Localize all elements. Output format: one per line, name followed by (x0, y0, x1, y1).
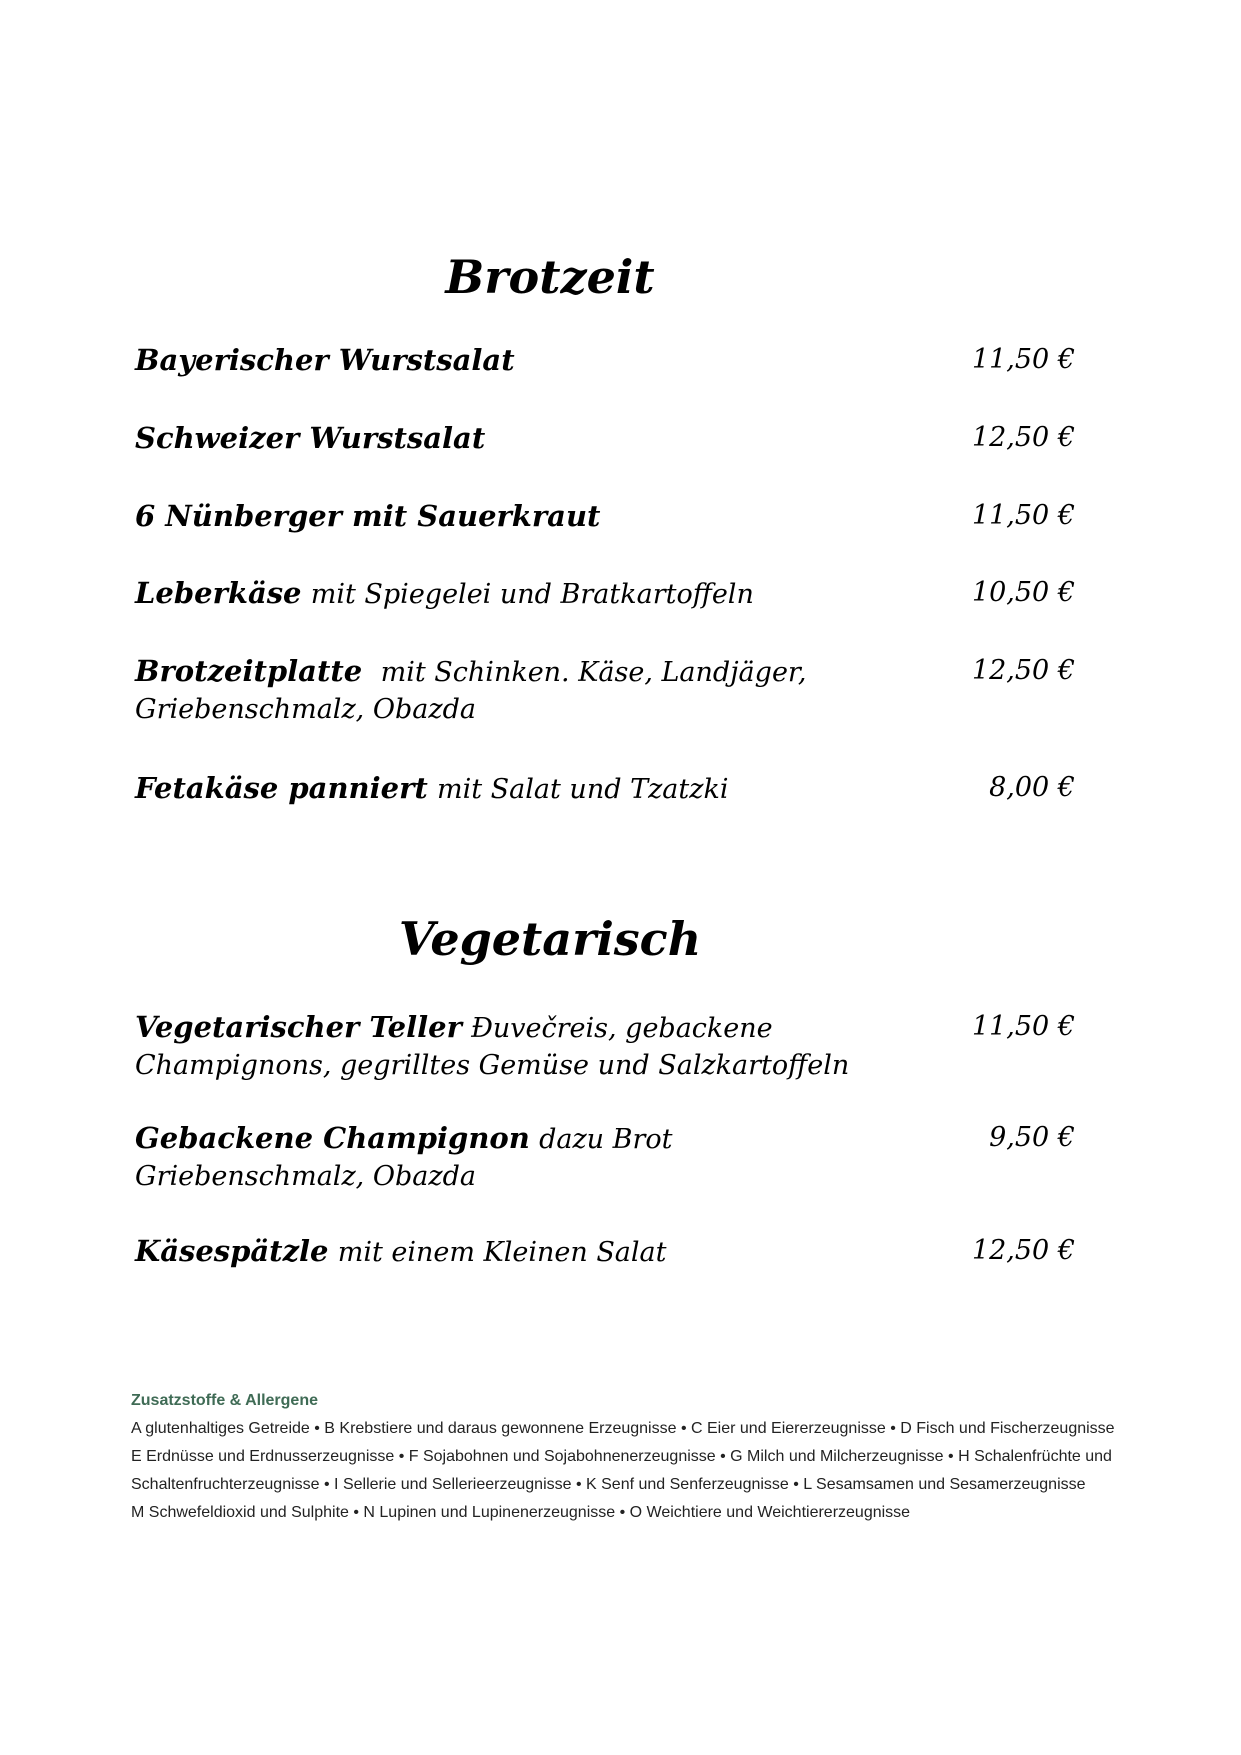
menu-item (135, 769, 1075, 809)
menu-item (135, 341, 1075, 379)
item-description: dazu Brot (539, 1124, 673, 1155)
menu-item (135, 574, 1075, 614)
allergen-line: Schaltenfruchterzeugnisse • I Sellerie und Sellerieerzeugnisse • K Senf und Senferzeugnisse • L Sesamsamen und Sesamerzeugnisse (131, 1476, 1086, 1493)
item-description: Đuvečreis, gebackene (471, 1013, 773, 1044)
item-description-continued: Griebenschmalz, Obazda (135, 694, 476, 725)
item-description-continued: Griebenschmalz, Obazda (135, 1161, 476, 1192)
section-title-brotzeit: Brotzeit (445, 250, 655, 304)
item-price: 11,50 € (971, 500, 1075, 531)
item-price: 12,50 € (971, 1235, 1075, 1266)
item-price: 11,50 € (971, 1011, 1075, 1042)
menu-item (135, 1232, 1075, 1272)
section-title-vegetarisch: Vegetarisch (398, 912, 702, 966)
item-name: Schweizer Wurstsalat (135, 421, 486, 455)
menu-item (135, 652, 1075, 728)
item-name: Gebackene Champignon (135, 1121, 530, 1155)
item-price: 12,50 € (971, 655, 1075, 686)
menu-item (135, 497, 1075, 535)
item-price: 10,50 € (971, 577, 1075, 608)
menu-item (135, 1008, 1075, 1084)
item-description-continued: Champignons, gegrilltes Gemüse und Salzkartoffeln (135, 1050, 850, 1081)
item-name: Fetakäse panniert (135, 771, 428, 805)
item-description: mit Schinken. Käse, Landjäger, (380, 657, 807, 688)
menu-item (135, 419, 1075, 457)
item-description: mit Spiegelei und Bratkartoffeln (310, 579, 754, 610)
item-name: Vegetarischer Teller (135, 1010, 462, 1044)
item-name: 6 Nünberger mit Sauerkraut (135, 499, 601, 533)
item-description: mit Salat und Tzatzki (437, 774, 729, 805)
item-price: 9,50 € (989, 1122, 1075, 1153)
allergen-line: M Schwefeldioxid und Sulphite • N Lupinen und Lupinenerzeugnisse • O Weichtiere und Weichtiererzeugnisse (131, 1504, 911, 1521)
item-price: 8,00 € (989, 772, 1075, 803)
allergen-line: E Erdnüsse und Erdnusserzeugnisse • F Sojabohnen und Sojabohnenerzeugnisse • G Milch und Milcherzeugnisse • H Schalenfrüchte und (131, 1448, 1112, 1465)
menu-item (135, 1119, 1075, 1195)
allergen-heading: Zusatzstoffe & Allergene (131, 1392, 318, 1409)
allergen-line: A glutenhaltiges Getreide • B Krebstiere und daraus gewonnene Erzeugnisse • C Eier und Eiererzeugnisse • D Fisch und Fischerzeugnisse (131, 1420, 1115, 1437)
item-name: Bayerischer Wurstsalat (135, 343, 515, 377)
item-name: Brotzeitplatte (135, 654, 363, 688)
item-name: Käsespätzle (135, 1234, 329, 1268)
item-name: Leberkäse (135, 576, 302, 610)
item-price: 12,50 € (971, 422, 1075, 453)
item-description: mit einem Kleinen Salat (337, 1237, 667, 1268)
item-price: 11,50 € (971, 344, 1075, 375)
